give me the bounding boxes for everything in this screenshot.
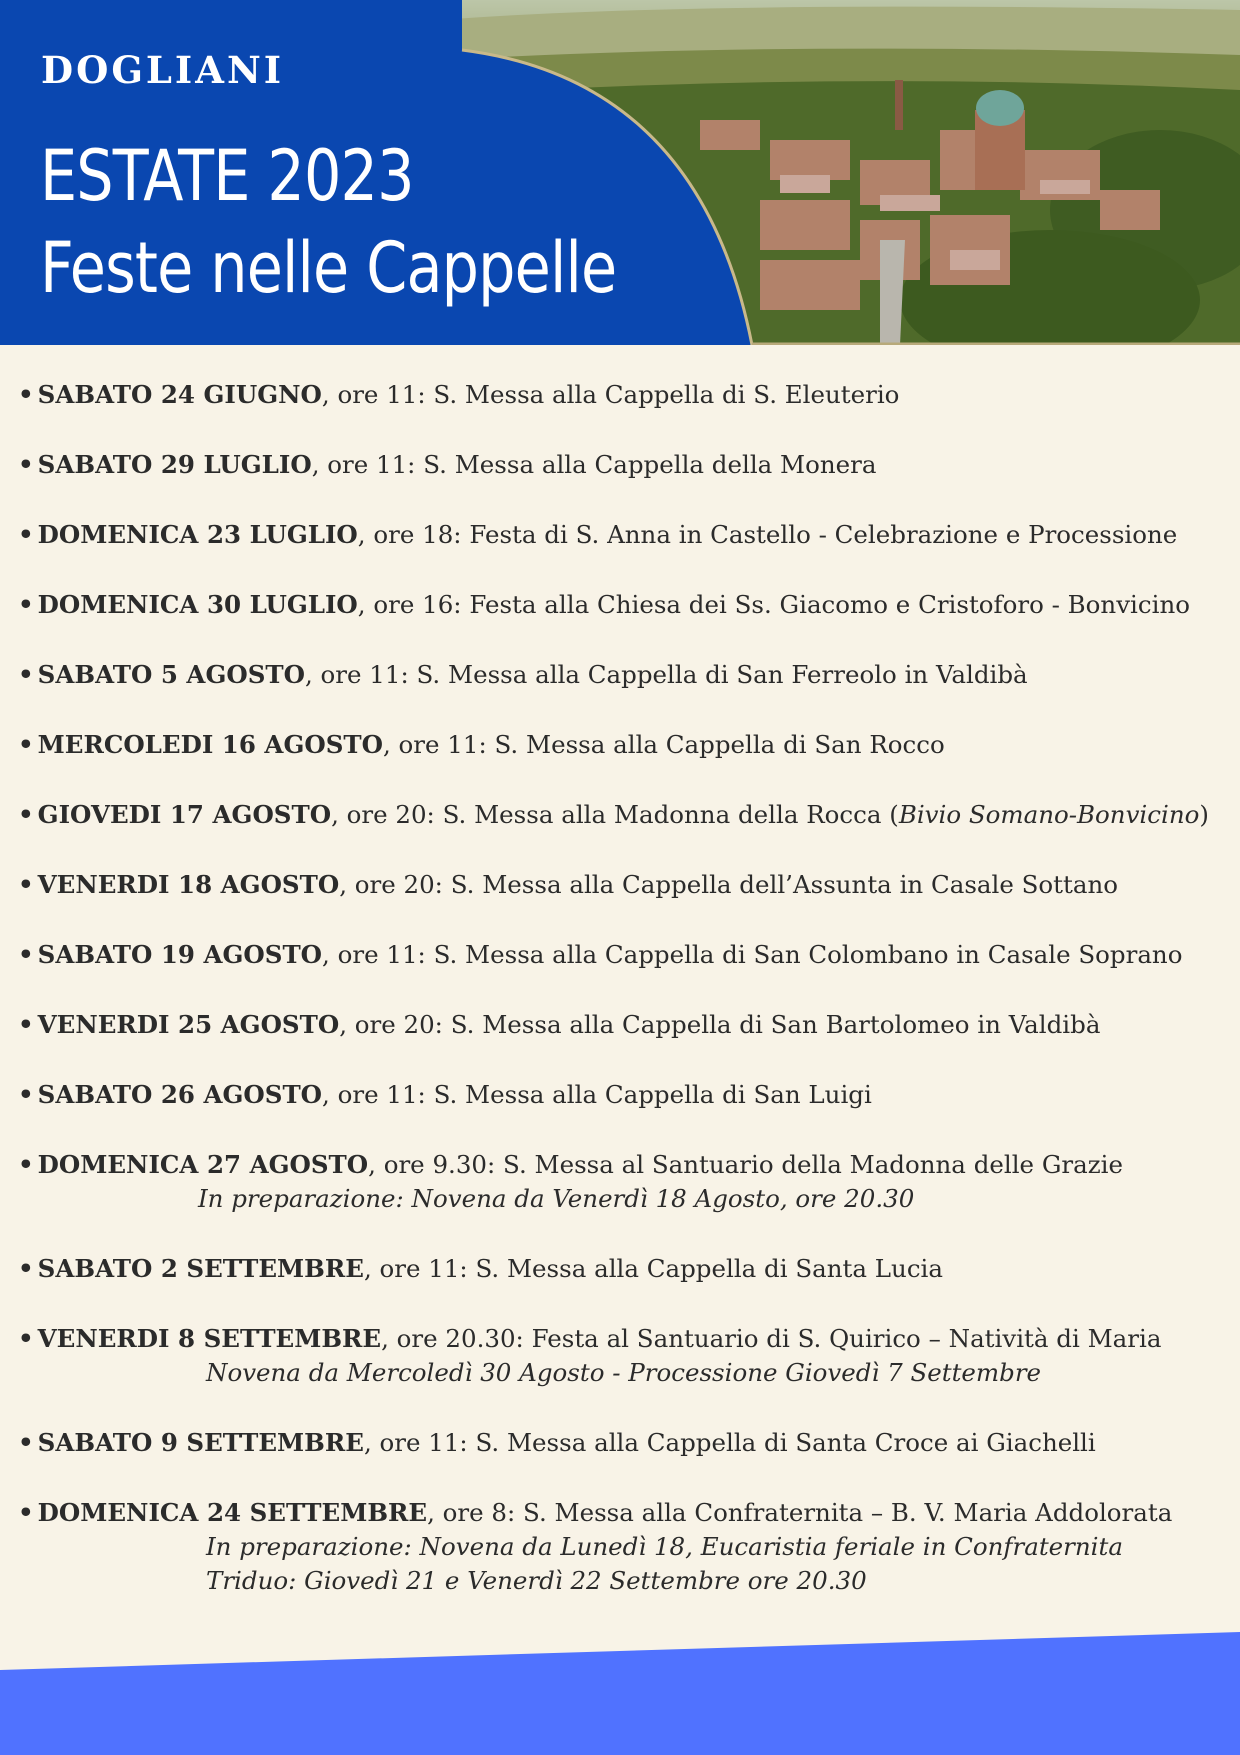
- event-date: DOMENICA 27 AGOSTO: [37, 1150, 369, 1179]
- event-details-end: ): [1199, 800, 1209, 829]
- event-item: • DOMENICA 30 LUGLIO, ore 16: Festa alla Chiesa dei Ss. Giacomo e Cristoforo - Bonvicino: [18, 590, 1190, 619]
- event-item: • SABATO 29 LUGLIO, ore 11: S. Messa alla Cappella della Monera: [18, 450, 877, 479]
- event-date: SABATO 5 AGOSTO: [37, 660, 305, 689]
- event-date: SABATO 29 LUGLIO: [37, 450, 312, 479]
- event-item: • SABATO 19 AGOSTO, ore 11: S. Messa alla Cappella di San Colombano in Casale Soprano: [18, 940, 1183, 969]
- event-details: , ore 11: S. Messa alla Cappella di S. Eleuterio: [321, 380, 900, 409]
- event-details: , ore 8: S. Messa alla Confraternita – B. V. Maria Addolorata: [427, 1498, 1173, 1527]
- event-note: In preparazione: Novena da Lunedì 18, Eucaristia feriale in Confraternita: [206, 1532, 1123, 1561]
- event-details: , ore 11: S. Messa alla Cappella di Santa Croce ai Giachelli: [363, 1428, 1096, 1457]
- event-details: , ore 11: S. Messa alla Cappella della Monera: [311, 450, 877, 479]
- event-date: VENERDI 25 AGOSTO: [37, 1010, 340, 1039]
- event-item: • GIOVEDI 17 AGOSTO, ore 20: S. Messa alla Madonna della Rocca (Bivio Somano-Bonvicino): [18, 800, 1209, 829]
- footer-band: [0, 1620, 1240, 1755]
- event-item: • DOMENICA 23 LUGLIO, ore 18: Festa di S. Anna in Castello - Celebrazione e Processione: [18, 520, 1178, 549]
- event-details: , ore 9.30: S. Messa al Santuario della Madonna delle Grazie: [368, 1150, 1123, 1179]
- event-item: • VENERDI 25 AGOSTO, ore 20: S. Messa alla Cappella di San Bartolomeo in Valdibà: [18, 1010, 1101, 1039]
- event-details: , ore 11: S. Messa alla Cappella di San Colombano in Casale Soprano: [322, 940, 1183, 969]
- event-item: • DOMENICA 24 SETTEMBRE, ore 8: S. Messa alla Confraternita – B. V. Maria Addolorata In preparazione: Novena da Lunedì 18, Eucaristia feriale in Confraternita Triduo: Giovedì 21 e Venerdì 22 Settembre ore 20.30: [18, 1496, 1233, 1598]
- event-note: Novena da Mercoledì 30 Agosto - Processione Giovedì 7 Settembre: [206, 1358, 1042, 1387]
- event-details: , ore 18: Festa di S. Anna in Castello - Celebrazione e Processione: [357, 520, 1178, 549]
- page-title: [40, 130, 616, 314]
- event-date: SABATO 26 AGOSTO: [37, 1080, 323, 1109]
- event-details: , ore 11: S. Messa alla Cappella di San Ferreolo in Valdibà: [304, 660, 1028, 689]
- event-note: Triduo: Giovedì 21 e Venerdì 22 Settembre ore 20.30: [206, 1566, 867, 1595]
- event-item: • MERCOLEDI 16 AGOSTO, ore 11: S. Messa alla Cappella di San Rocco: [18, 730, 945, 759]
- event-date: SABATO 24 GIUGNO: [37, 380, 322, 409]
- event-details: , ore 11: S. Messa alla Cappella di San Luigi: [322, 1080, 872, 1109]
- title-line-1: ESTATE 2023: [40, 135, 414, 217]
- event-details: , ore 20: S. Messa alla Cappella dell’Assunta in Casale Sottano: [339, 870, 1118, 899]
- event-item: • SABATO 26 AGOSTO, ore 11: S. Messa alla Cappella di San Luigi: [18, 1080, 872, 1109]
- event-date: VENERDI 8 SETTEMBRE: [37, 1324, 382, 1353]
- event-note: In preparazione: Novena da Venerdì 18 Agosto, ore 20.30: [198, 1184, 915, 1213]
- event-date: SABATO 2 SETTEMBRE: [37, 1254, 364, 1283]
- event-list: [18, 378, 1233, 1634]
- event-date: DOMENICA 24 SETTEMBRE: [37, 1498, 428, 1527]
- event-date: SABATO 9 SETTEMBRE: [37, 1428, 364, 1457]
- event-item: • SABATO 5 AGOSTO, ore 11: S. Messa alla Cappella di San Ferreolo in Valdibà: [18, 660, 1028, 689]
- event-item: • SABATO 2 SETTEMBRE, ore 11: S. Messa alla Cappella di Santa Lucia: [18, 1254, 943, 1283]
- event-item: • SABATO 9 SETTEMBRE, ore 11: S. Messa alla Cappella di Santa Croce ai Giachelli: [18, 1428, 1096, 1457]
- event-date: MERCOLEDI 16 AGOSTO: [37, 730, 383, 759]
- event-date: VENERDI 18 AGOSTO: [37, 870, 340, 899]
- event-item: • SABATO 24 GIUGNO, ore 11: S. Messa alla Cappella di S. Eleuterio: [18, 380, 900, 409]
- event-date: DOMENICA 23 LUGLIO: [37, 520, 358, 549]
- event-details: , ore 11: S. Messa alla Cappella di Santa Lucia: [363, 1254, 943, 1283]
- event-details: , ore 20: S. Messa alla Madonna della Rocca (: [331, 800, 899, 829]
- title-line-2: Feste nelle Cappelle: [40, 227, 617, 309]
- event-date: GIOVEDI 17 AGOSTO: [37, 800, 332, 829]
- event-details: , ore 20: S. Messa alla Cappella di San Bartolomeo in Valdibà: [339, 1010, 1101, 1039]
- town-name: DOGLIANI: [41, 48, 285, 92]
- event-date: SABATO 19 AGOSTO: [37, 940, 323, 969]
- event-item: • VENERDI 8 SETTEMBRE, ore 20.30: Festa al Santuario di S. Quirico – Natività di Maria Novena da Mercoledì 30 Agosto - Processione Giovedì 7 Settembre: [18, 1322, 1233, 1390]
- header: [0, 0, 1240, 345]
- event-item: • VENERDI 18 AGOSTO, ore 20: S. Messa alla Cappella dell’Assunta in Casale Sottano: [18, 870, 1118, 899]
- event-details: , ore 16: Festa alla Chiesa dei Ss. Giacomo e Cristoforo - Bonvicino: [357, 590, 1190, 619]
- event-details: , ore 11: S. Messa alla Cappella di San Rocco: [382, 730, 945, 759]
- event-location-note: Bivio Somano-Bonvicino: [898, 800, 1200, 829]
- event-date: DOMENICA 30 LUGLIO: [37, 590, 358, 619]
- event-item: • DOMENICA 27 AGOSTO, ore 9.30: S. Messa al Santuario della Madonna delle Grazie In preparazione: Novena da Venerdì 18 Agosto, ore 20.30: [18, 1148, 1233, 1216]
- event-details: , ore 20.30: Festa al Santuario di S. Quirico – Natività di Maria: [381, 1324, 1162, 1353]
